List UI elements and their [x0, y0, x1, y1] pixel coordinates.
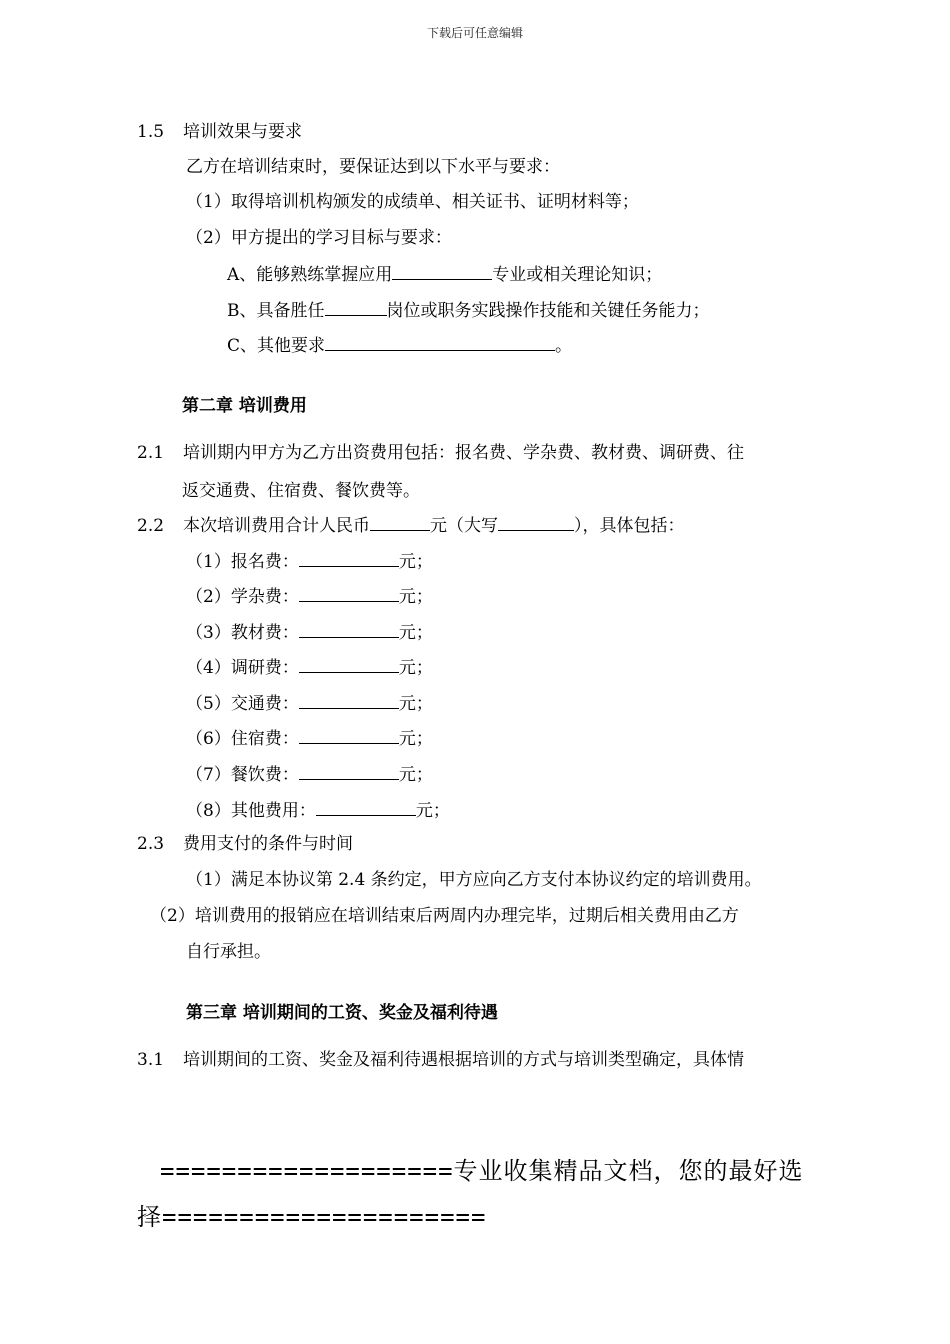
section-number: 2.1 — [137, 443, 165, 463]
section-title: 费用支付的条件与时间 — [183, 834, 353, 854]
page-header: 下载后可任意编辑 — [426, 26, 523, 40]
total-amount-words-blank[interactable] — [498, 513, 574, 531]
section-text: 培训期间的工资、奖金及福利待遇根据培训的方式与培训类型确定，具体情 — [183, 1050, 744, 1070]
requirement-b — [227, 298, 710, 322]
fee-blank[interactable] — [299, 762, 399, 780]
blank-field[interactable] — [325, 298, 387, 316]
blank-field[interactable] — [325, 333, 555, 351]
fee-blank[interactable] — [299, 726, 399, 744]
section-1-5-item-2: （2）甲方提出的学习目标与要求： — [186, 228, 452, 248]
section-number: 1.5 — [137, 122, 165, 142]
fee-unit: 元； — [398, 552, 433, 572]
fee-label: （5）交通费： — [186, 694, 299, 714]
fee-unit: 元； — [398, 729, 433, 749]
total-amount-blank[interactable] — [370, 513, 430, 531]
fee-unit: 元； — [398, 658, 433, 678]
fee-label: （6）住宿费： — [186, 729, 299, 749]
section-2-3-item-2-continued: 自行承担。 — [186, 942, 271, 962]
section-number: 2.2 — [137, 516, 165, 536]
fee-label: （3）教材费： — [186, 623, 299, 643]
requirement-a-suffix: 专业或相关理论知识； — [492, 265, 663, 285]
fee-label: （2）学杂费： — [186, 587, 299, 607]
fee-item — [186, 762, 433, 786]
fee-unit: 元； — [415, 801, 450, 821]
section-number: 3.1 — [137, 1050, 165, 1070]
fee-unit: 元； — [398, 587, 433, 607]
requirement-b-suffix: 岗位或职务实践操作技能和关键任务能力； — [386, 301, 710, 321]
requirement-c-prefix: C、其他要求 — [227, 336, 326, 356]
fee-item — [186, 798, 450, 822]
chapter-2-title: 第二章 培训费用 — [182, 396, 307, 416]
section-3-1 — [137, 1049, 744, 1071]
fee-label: （8）其他费用： — [186, 801, 316, 821]
total-fee-prefix: 本次培训费用合计人民币 — [183, 516, 370, 536]
fee-blank[interactable] — [299, 620, 399, 638]
section-2-3-item-2: （2）培训费用的报销应在培训结束后两周内办理完毕，过期后相关费用由乙方 — [150, 906, 739, 926]
fee-unit: 元； — [398, 694, 433, 714]
section-2-3-item-1: （1）满足本协议第 2.4 条约定，甲方应向乙方支付本协议约定的培训费用。 — [186, 870, 762, 890]
requirement-a — [227, 262, 662, 286]
fee-label: （4）调研费： — [186, 658, 299, 678]
section-2-3-heading — [137, 833, 353, 855]
fee-item — [186, 584, 433, 608]
section-1-5-intro: 乙方在培训结束时，要保证达到以下水平与要求： — [186, 157, 560, 177]
total-fee-middle: 元（大写 — [430, 516, 498, 536]
footer-promo-line-1: ===================专业收集精品文档，您的最好选 — [160, 1157, 804, 1185]
section-number: 2.3 — [137, 834, 165, 854]
requirement-a-prefix: A、能够熟练掌握应用 — [227, 265, 393, 285]
blank-field[interactable] — [392, 262, 492, 280]
fee-blank[interactable] — [316, 798, 416, 816]
section-2-2 — [137, 513, 685, 537]
section-title: 培训效果与要求 — [183, 122, 302, 142]
section-2-1-continued: 返交通费、住宿费、餐饮费等。 — [182, 481, 420, 501]
section-2-1 — [137, 442, 744, 464]
fee-blank[interactable] — [299, 691, 399, 709]
fee-blank[interactable] — [299, 655, 399, 673]
section-1-5-item-1: （1）取得培训机构颁发的成绩单、相关证书、证明材料等； — [186, 192, 639, 212]
fee-item — [186, 620, 433, 644]
fee-item — [186, 691, 433, 715]
chapter-3-title: 第三章 培训期间的工资、奖金及福利待遇 — [186, 1003, 498, 1023]
fee-label: （7）餐饮费： — [186, 765, 299, 785]
fee-item — [186, 726, 433, 750]
fee-unit: 元； — [398, 765, 433, 785]
total-fee-suffix: ），具体包括： — [574, 516, 685, 536]
requirement-b-prefix: B、具备胜任 — [227, 301, 325, 321]
fee-blank[interactable] — [299, 584, 399, 602]
requirement-c-suffix: 。 — [555, 336, 573, 356]
section-1-5-heading — [137, 121, 302, 143]
fee-blank[interactable] — [299, 549, 399, 567]
fee-unit: 元； — [398, 623, 433, 643]
requirement-c — [227, 333, 572, 357]
fee-item — [186, 549, 433, 573]
footer-promo-line-2: 择===================== — [137, 1203, 487, 1231]
fee-label: （1）报名费： — [186, 552, 299, 572]
section-text: 培训期内甲方为乙方出资费用包括：报名费、学杂费、教材费、调研费、往 — [183, 443, 744, 463]
fee-item — [186, 655, 433, 679]
